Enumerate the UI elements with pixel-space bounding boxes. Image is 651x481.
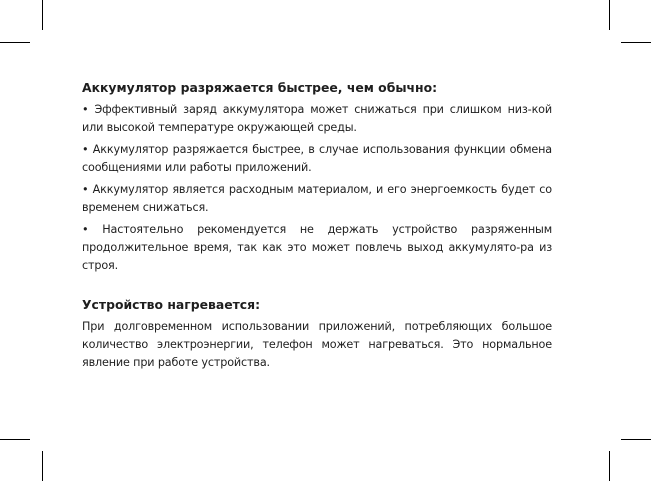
bullet-paragraph: • Аккумулятор является расходным материалом, и его энергоемкость будет со временем снижаться.: [82, 183, 552, 214]
crop-mark-bottom-right-vertical: [609, 451, 610, 481]
crop-mark-bottom-right-horizontal: [621, 439, 651, 440]
section-device-heats: [82, 296, 552, 372]
bullet-paragraph: • Аккумулятор разряжается быстрее, в случае использования функции обмена сообщениями или работы приложений.: [82, 143, 552, 174]
crop-mark-top-right-vertical: [609, 0, 610, 30]
page-content: [82, 79, 552, 376]
crop-mark-top-left-horizontal: [0, 42, 30, 43]
section-heading: Устройство нагревается:: [82, 297, 261, 312]
bullet-paragraph: • Настоятельно рекомендуется не держать устройство разряженным продолжительное время, так как это может повлечь выход аккумулято-ра из строя.: [82, 223, 552, 272]
section-heading: Аккумулятор разряжается быстрее, чем обычно:: [82, 80, 438, 95]
crop-mark-bottom-left-horizontal: [0, 439, 30, 440]
crop-mark-bottom-left-vertical: [42, 451, 43, 481]
bullet-paragraph: • Эффективный заряд аккумулятора может снижаться при слишком низ-кой или высокой температуре окружающей среды.: [82, 103, 552, 134]
crop-mark-top-left-vertical: [42, 0, 43, 30]
crop-mark-top-right-horizontal: [621, 42, 651, 43]
section-battery-drain: [82, 79, 552, 275]
body-paragraph: При долговременном использовании приложений, потребляющих большое количество электроэнергии, телефон может нагреваться. Это нормальное явление при работе устройства.: [82, 320, 552, 369]
